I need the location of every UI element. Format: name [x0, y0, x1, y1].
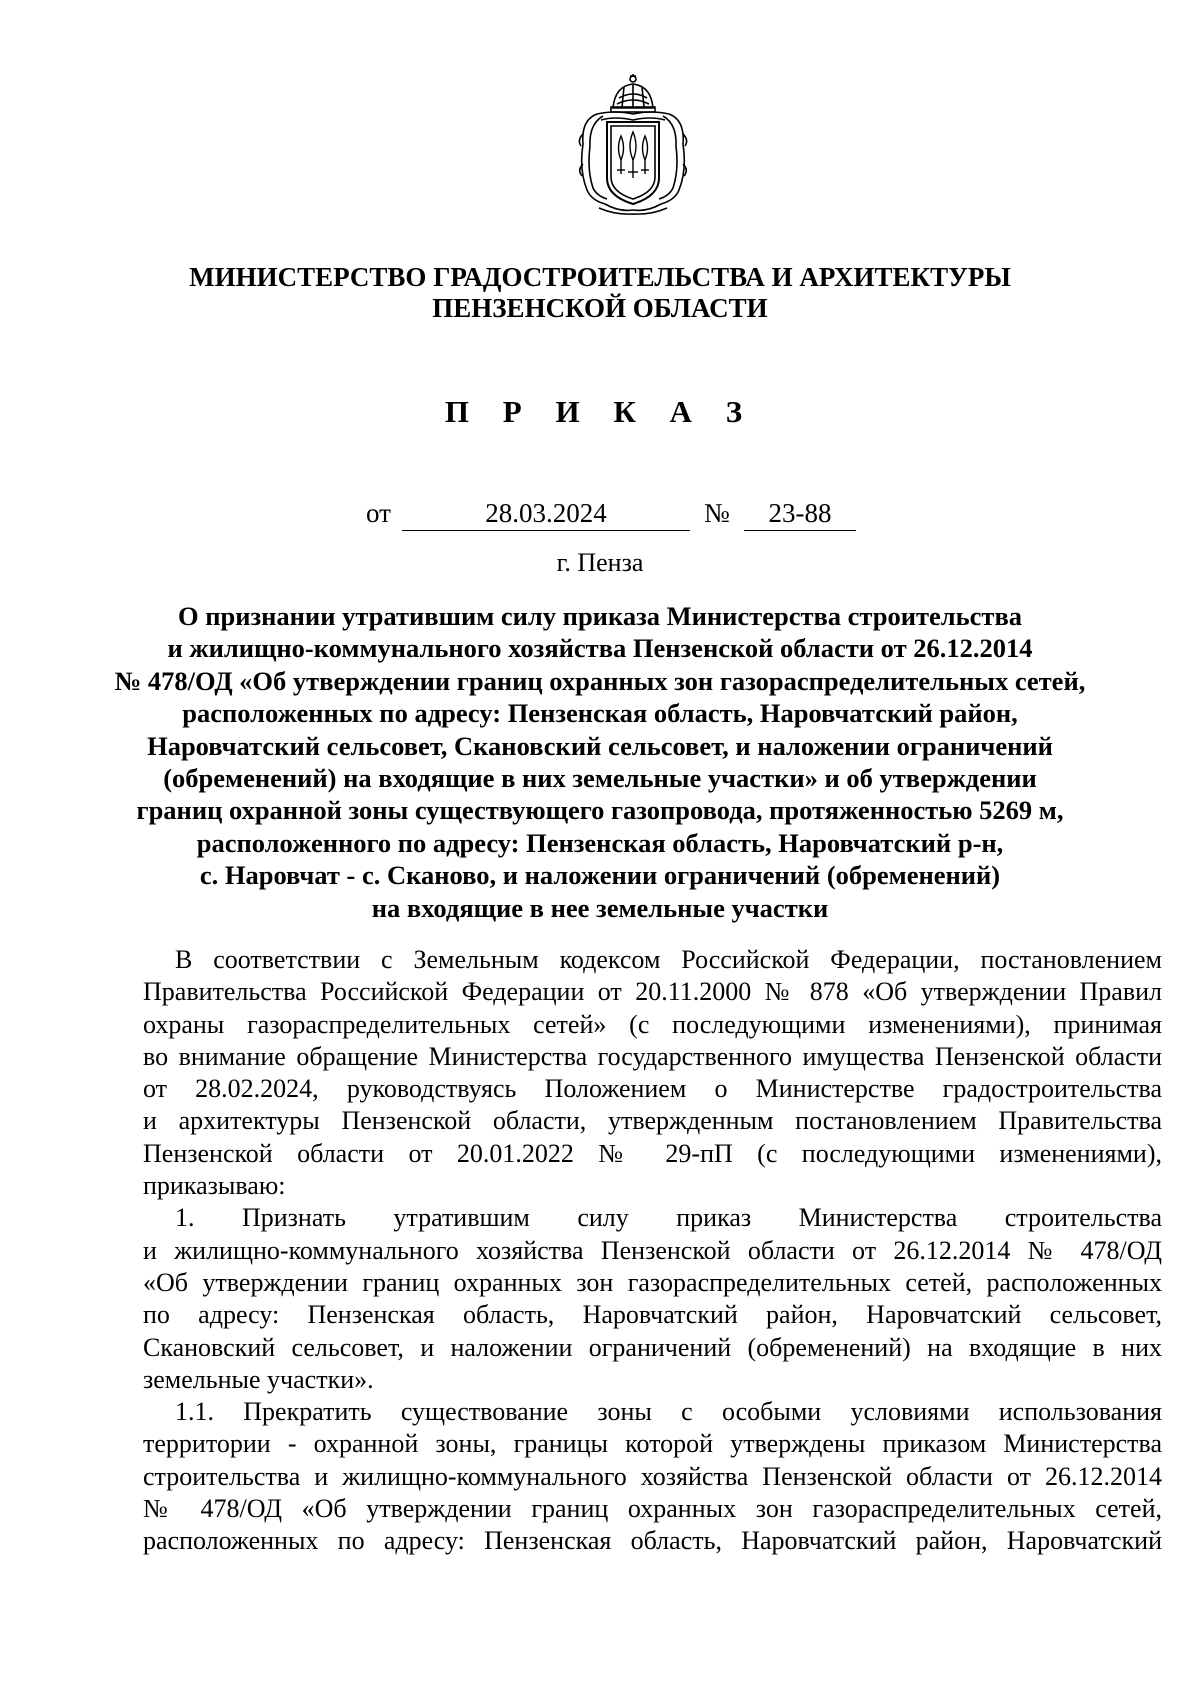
- subject-line: Наровчатский сельсовет, Скановский сельсовет, и наложении ограничений: [147, 730, 1053, 761]
- order-number: 23-88: [744, 496, 856, 531]
- order-date: 28.03.2024: [402, 496, 690, 531]
- ministry-name-line-2: ПЕНЗЕНСКОЙ ОБЛАСТИ: [432, 293, 768, 323]
- clause-1-1-line: строительства и жилищно-коммунального хозяйства Пензенской области от 26.12.2014: [143, 1461, 1162, 1491]
- preamble-line: Пензенской области от 20.01.2022 № 29-пП (с последующими изменениями),: [143, 1138, 1162, 1168]
- preamble-line: и архитектуры Пензенской области, утвержденным постановлением Правительства: [143, 1106, 1162, 1136]
- preamble-line: В соответствии с Земельным кодексом Российской Федерации, постановлением: [175, 945, 1162, 974]
- clause-1-line: и жилищно-коммунального хозяйства Пензенской области от 26.12.2014 № 478/ОД: [143, 1235, 1162, 1265]
- preamble-line: приказываю:: [143, 1171, 286, 1201]
- clause-1-line: Скановский сельсовет, и наложении ограничений (обременений) на входящие в них: [143, 1332, 1162, 1362]
- clause-1-1-line: территории - охранной зоны, границы которой утверждены приказом Министерства: [143, 1429, 1162, 1459]
- clause-1-line: 1. Признать утратившим силу приказ Министерства строительства: [175, 1203, 1162, 1233]
- city-label: г. Пенза: [556, 548, 644, 577]
- subject-line: с. Наровчат - с. Сканово, и наложении ограничений (обременений): [199, 860, 1001, 891]
- preamble-line: во внимание обращение Министерства государственного имущества Пензенской области: [143, 1041, 1162, 1071]
- subject-line: (обременений) на входящие в них земельные участки» и об утверждении: [163, 763, 1037, 794]
- clause-1-line: по адресу: Пензенская область, Наровчатский район, Наровчатский сельсовет,: [143, 1300, 1162, 1330]
- clause-1-1-line: 1.1. Прекратить существование зоны с особыми условиями использования: [175, 1397, 1162, 1427]
- clause-1-line: земельные участки».: [143, 1364, 374, 1394]
- ministry-name-line-1: МИНИСТЕРСТВО ГРАДОСТРОИТЕЛЬСТВА И АРХИТЕКТУРЫ: [189, 262, 1011, 292]
- ministry-name: [0, 262, 1200, 324]
- date-prefix-label: от: [366, 498, 391, 528]
- preamble-line: охраны газораспределительных сетей» (с последующими изменениями), принимая: [143, 1009, 1162, 1039]
- subject-line: расположенных по адресу: Пензенская область, Наровчатский район,: [182, 698, 1018, 729]
- clause-1-1-line: расположенных по адресу: Пензенская область, Наровчатский район, Наровчатский: [143, 1526, 1162, 1556]
- order-subject: [110, 600, 1090, 924]
- subject-line: № 478/ОД «Об утверждении границ охранных зон газораспределительных сетей,: [114, 665, 1086, 696]
- preamble-line: Правительства Российской Федерации от 20.11.2000 № 878 «Об утверждении Правил: [143, 977, 1162, 1007]
- document-type-title: П Р И К А З: [444, 394, 756, 429]
- clause-1-1-line: № 478/ОД «Об утверждении границ охранных зон газораспределительных сетей,: [143, 1494, 1162, 1524]
- clause-1-line: «Об утверждении границ охранных зон газораспределительных сетей, расположенных: [143, 1267, 1162, 1297]
- order-body-text: [143, 944, 1162, 1558]
- subject-line: О признании утратившим силу приказа Министерства строительства: [177, 601, 1023, 631]
- preamble-line: от 28.02.2024, руководствуясь Положением о Министерстве градостроительства: [143, 1074, 1162, 1104]
- subject-line: расположенного по адресу: Пензенская область, Наровчатский р-н,: [196, 827, 1004, 858]
- subject-line: и жилищно-коммунального хозяйства Пензенской области от 26.12.2014: [167, 633, 1033, 664]
- number-sign-label: №: [704, 498, 730, 528]
- subject-line: на входящие в нее земельные участки: [371, 892, 829, 923]
- coat-of-arms-emblem: [575, 74, 691, 216]
- subject-line: границ охранной зоны существующего газопровода, протяженностью 5269 м,: [136, 795, 1064, 826]
